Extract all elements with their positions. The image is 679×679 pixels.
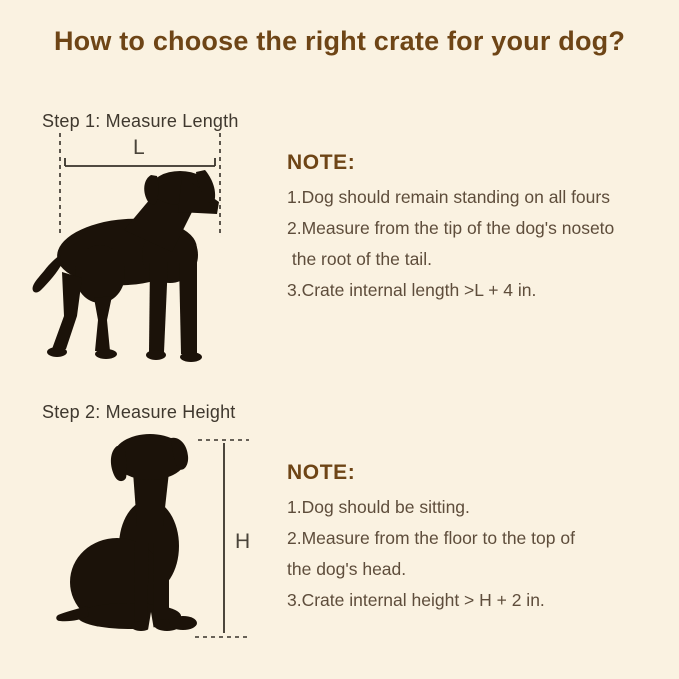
step2-note bbox=[287, 461, 575, 616]
sitting-dog-silhouette-icon bbox=[56, 434, 197, 631]
length-dimension-label: L bbox=[133, 136, 145, 159]
note1-line-2: 2.Measure from the tip of the dog's noseto bbox=[287, 218, 615, 238]
note1-line-3: the root of the tail. bbox=[287, 249, 432, 269]
height-measurement-figure bbox=[50, 430, 265, 645]
note2-line-1: 1.Dog should be sitting. bbox=[287, 497, 470, 517]
page-title: How to choose the right crate for your dog? bbox=[53, 26, 626, 56]
note2-line-4: 3.Crate internal height > H + 2 in. bbox=[287, 590, 545, 610]
height-dimension-label: H bbox=[235, 530, 251, 553]
step2-label: Step 2: Measure Height bbox=[42, 402, 236, 422]
step1-label: Step 1: Measure Length bbox=[42, 111, 239, 131]
length-measurement-figure bbox=[25, 128, 235, 373]
note2-line-2: 2.Measure from the floor to the top of bbox=[287, 528, 575, 548]
note2-line-3: the dog's head. bbox=[287, 559, 407, 579]
note1-line-1: 1.Dog should remain standing on all fours bbox=[287, 187, 610, 207]
note2-heading: NOTE: bbox=[287, 461, 356, 484]
note1-line-4: 3.Crate internal length >L + 4 in. bbox=[287, 280, 537, 300]
note1-heading: NOTE: bbox=[287, 151, 356, 174]
step1-note bbox=[287, 151, 614, 306]
